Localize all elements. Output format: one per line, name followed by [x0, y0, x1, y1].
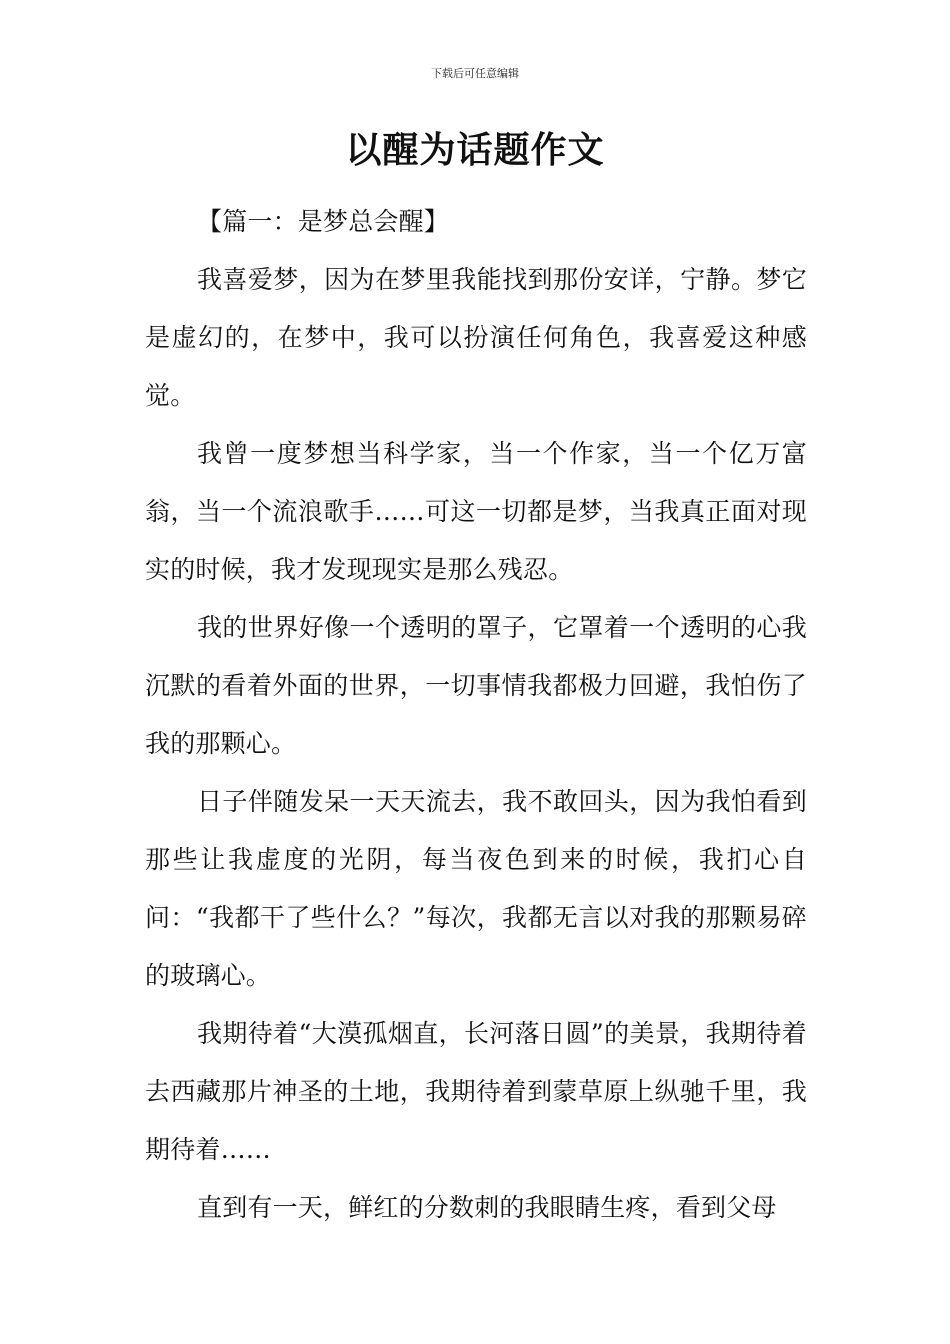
paragraph-1: 我喜爱梦，因为在梦里我能找到那份安详，宁静。梦它是虚幻的，在梦中，我可以扮演任何角色，我喜爱这种感觉。 [145, 265, 807, 410]
paragraph-6: 直到有一天，鲜红的分数刺的我眼睛生疼，看到父母 [197, 1193, 777, 1222]
paragraph-5: 我期待着“大漠孤烟直，长河落日圆”的美景，我期待着去西藏那片神圣的土地，我期待着到蒙草原上纵驰千里，我期待着…… [145, 1019, 807, 1164]
document-body [145, 193, 807, 1237]
header-note: 下载后可任意编辑 [431, 67, 519, 80]
paragraph-2: 我曾一度梦想当科学家，当一个作家，当一个亿万富翁，当一个流浪歌手……可这一切都是梦，当我真正面对现实的时候，我才发现现实是那么残忍。 [145, 439, 807, 584]
paragraph-3: 我的世界好像一个透明的罩子，它罩着一个透明的心我沉默的看着外面的世界，一切事情我都极力回避，我怕伤了我的那颗心。 [145, 613, 807, 758]
paragraph-4: 日子伴随发呆一天天流去，我不敢回头，因为我怕看到那些让我虚度的光阴，每当夜色到来的时候，我扪心自问：“我都干了些什么？”每次，我都无言以对我的那颗易碎的玻璃心。 [145, 787, 807, 990]
section-heading: 【篇一：是梦总会醒】 [197, 207, 450, 236]
document-title: 以醒为话题作文 [345, 130, 605, 171]
